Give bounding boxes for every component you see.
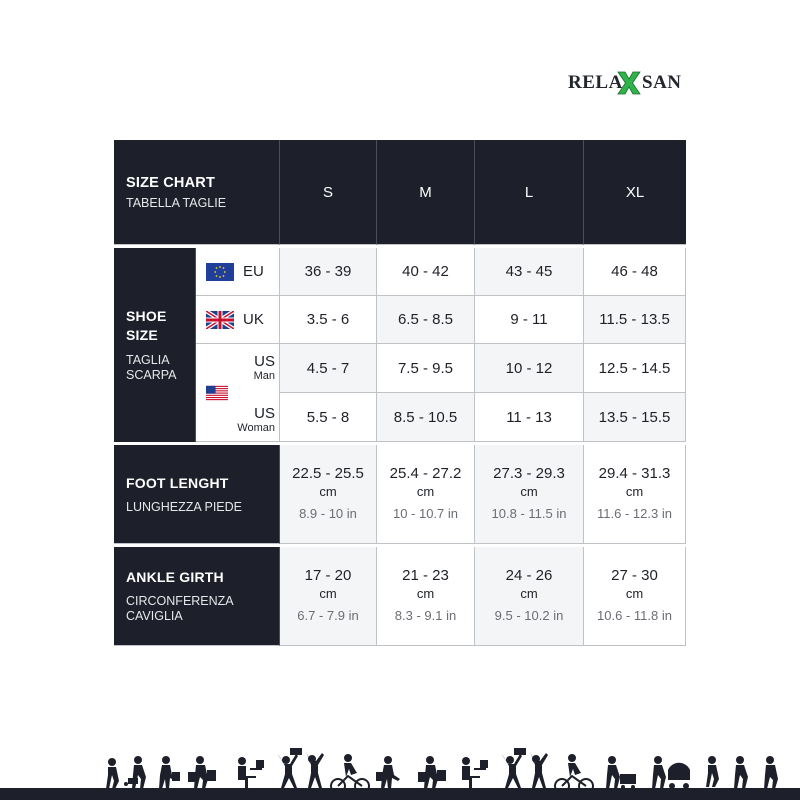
foot-m-in: 10 - 10.7 in bbox=[392, 506, 459, 521]
us-man-l: 10 - 12 bbox=[475, 344, 584, 393]
us-row-label bbox=[196, 344, 280, 442]
us-woman-label bbox=[237, 406, 275, 436]
foot-s-unit: cm bbox=[319, 484, 337, 499]
uk-flag-icon bbox=[206, 311, 234, 329]
ankle-title: ANKLE GIRTH bbox=[126, 569, 224, 585]
brand-logo-right: SAN bbox=[642, 72, 682, 93]
ankle-xl-cm: 27 - 30 bbox=[611, 567, 658, 584]
size-chart-table bbox=[114, 140, 686, 644]
foot-s bbox=[280, 445, 377, 544]
ankle-sub-line2: CAVIGLIA bbox=[126, 609, 183, 623]
foot-l-in: 10.8 - 11.5 in bbox=[491, 506, 567, 521]
brand-logo bbox=[568, 72, 688, 94]
ankle-girth-label bbox=[114, 547, 280, 646]
shoe-sub-line2: SCARPA bbox=[126, 368, 177, 382]
eu-l: 43 - 45 bbox=[475, 248, 584, 296]
size-header-l: L bbox=[475, 140, 584, 245]
foot-length-label bbox=[114, 445, 280, 544]
us-man-label bbox=[237, 354, 275, 384]
us-man-s: 4.5 - 7 bbox=[280, 344, 377, 393]
shoe-size-label bbox=[114, 248, 196, 442]
foot-xl-unit: cm bbox=[625, 484, 644, 499]
ankle-l-unit: cm bbox=[520, 586, 538, 601]
header-label bbox=[114, 140, 280, 245]
us-woman-s: 5.5 - 8 bbox=[280, 393, 377, 442]
us-woman-code: US bbox=[254, 404, 275, 422]
us-man-xl: 12.5 - 14.5 bbox=[584, 344, 686, 393]
foot-s-cm: 22.5 - 25.5 bbox=[292, 465, 364, 482]
foot-m-unit: cm bbox=[416, 484, 435, 499]
uk-code: UK bbox=[243, 311, 264, 328]
foot-l-cm: 27.3 - 29.3 bbox=[493, 465, 565, 482]
ankle-m bbox=[377, 547, 475, 646]
eu-row-label bbox=[196, 248, 280, 296]
foot-title: FOOT LENGHT bbox=[126, 474, 229, 491]
ankle-s-unit: cm bbox=[319, 586, 337, 601]
foot-l bbox=[475, 445, 584, 544]
eu-m: 40 - 42 bbox=[377, 248, 475, 296]
header-subtitle: TABELLA TAGLIE bbox=[126, 195, 227, 210]
foot-subtitle: LUNGHEZZA PIEDE bbox=[126, 499, 242, 514]
foot-s-in: 8.9 - 10 in bbox=[299, 506, 357, 521]
us-woman-xl: 13.5 - 15.5 bbox=[584, 393, 686, 442]
ankle-xl-unit: cm bbox=[625, 586, 644, 601]
uk-row-label bbox=[196, 296, 280, 344]
eu-xl: 46 - 48 bbox=[584, 248, 686, 296]
us-woman-l: 11 - 13 bbox=[475, 393, 584, 442]
ankle-xl bbox=[584, 547, 686, 646]
eu-flag-icon bbox=[206, 263, 234, 281]
ankle-m-in: 8.3 - 9.1 in bbox=[394, 608, 457, 623]
brand-logo-left: RELA bbox=[568, 72, 623, 93]
size-header-s: S bbox=[280, 140, 377, 245]
header-title: SIZE CHART bbox=[126, 174, 215, 191]
uk-xl: 11.5 - 13.5 bbox=[584, 296, 686, 344]
us-man-code: US bbox=[254, 352, 275, 370]
ankle-l bbox=[475, 547, 584, 646]
brand-x-icon bbox=[616, 71, 642, 95]
ankle-s-cm: 17 - 20 bbox=[304, 567, 352, 584]
us-man-m: 7.5 - 9.5 bbox=[377, 344, 475, 393]
ankle-xl-in: 10.6 - 11.8 in bbox=[597, 608, 672, 623]
foot-l-unit: cm bbox=[520, 484, 538, 499]
ankle-m-unit: cm bbox=[416, 586, 435, 601]
foot-xl bbox=[584, 445, 686, 544]
foot-xl-cm: 29.4 - 31.3 bbox=[598, 465, 671, 482]
eu-s: 36 - 39 bbox=[280, 248, 377, 296]
ankle-l-in: 9.5 - 10.2 in bbox=[494, 608, 564, 623]
ankle-l-cm: 24 - 26 bbox=[505, 567, 553, 584]
shoe-title-line1: SHOE bbox=[126, 308, 167, 324]
size-header-m: M bbox=[377, 140, 475, 245]
uk-m: 6.5 - 8.5 bbox=[377, 296, 475, 344]
ankle-m-cm: 21 - 23 bbox=[402, 567, 449, 584]
us-woman-sub: Woman bbox=[237, 421, 275, 434]
ankle-s bbox=[280, 547, 377, 646]
us-woman-m: 8.5 - 10.5 bbox=[377, 393, 475, 442]
foot-m-cm: 25.4 - 27.2 bbox=[389, 465, 462, 482]
us-flag-icon bbox=[206, 384, 228, 402]
eu-code: EU bbox=[243, 263, 264, 280]
lifestyle-silhouettes-icon bbox=[0, 748, 800, 800]
ankle-sub-line1: CIRCONFERENZA bbox=[126, 594, 234, 608]
uk-s: 3.5 - 6 bbox=[280, 296, 377, 344]
shoe-sub-line1: TAGLIA bbox=[126, 353, 170, 367]
us-man-sub: Man bbox=[253, 369, 275, 382]
foot-m bbox=[377, 445, 475, 544]
ankle-s-in: 6.7 - 7.9 in bbox=[297, 608, 359, 623]
uk-l: 9 - 11 bbox=[475, 296, 584, 344]
shoe-title-line2: SIZE bbox=[126, 327, 158, 343]
size-header-xl: XL bbox=[584, 140, 686, 245]
foot-xl-in: 11.6 - 12.3 in bbox=[597, 506, 672, 521]
